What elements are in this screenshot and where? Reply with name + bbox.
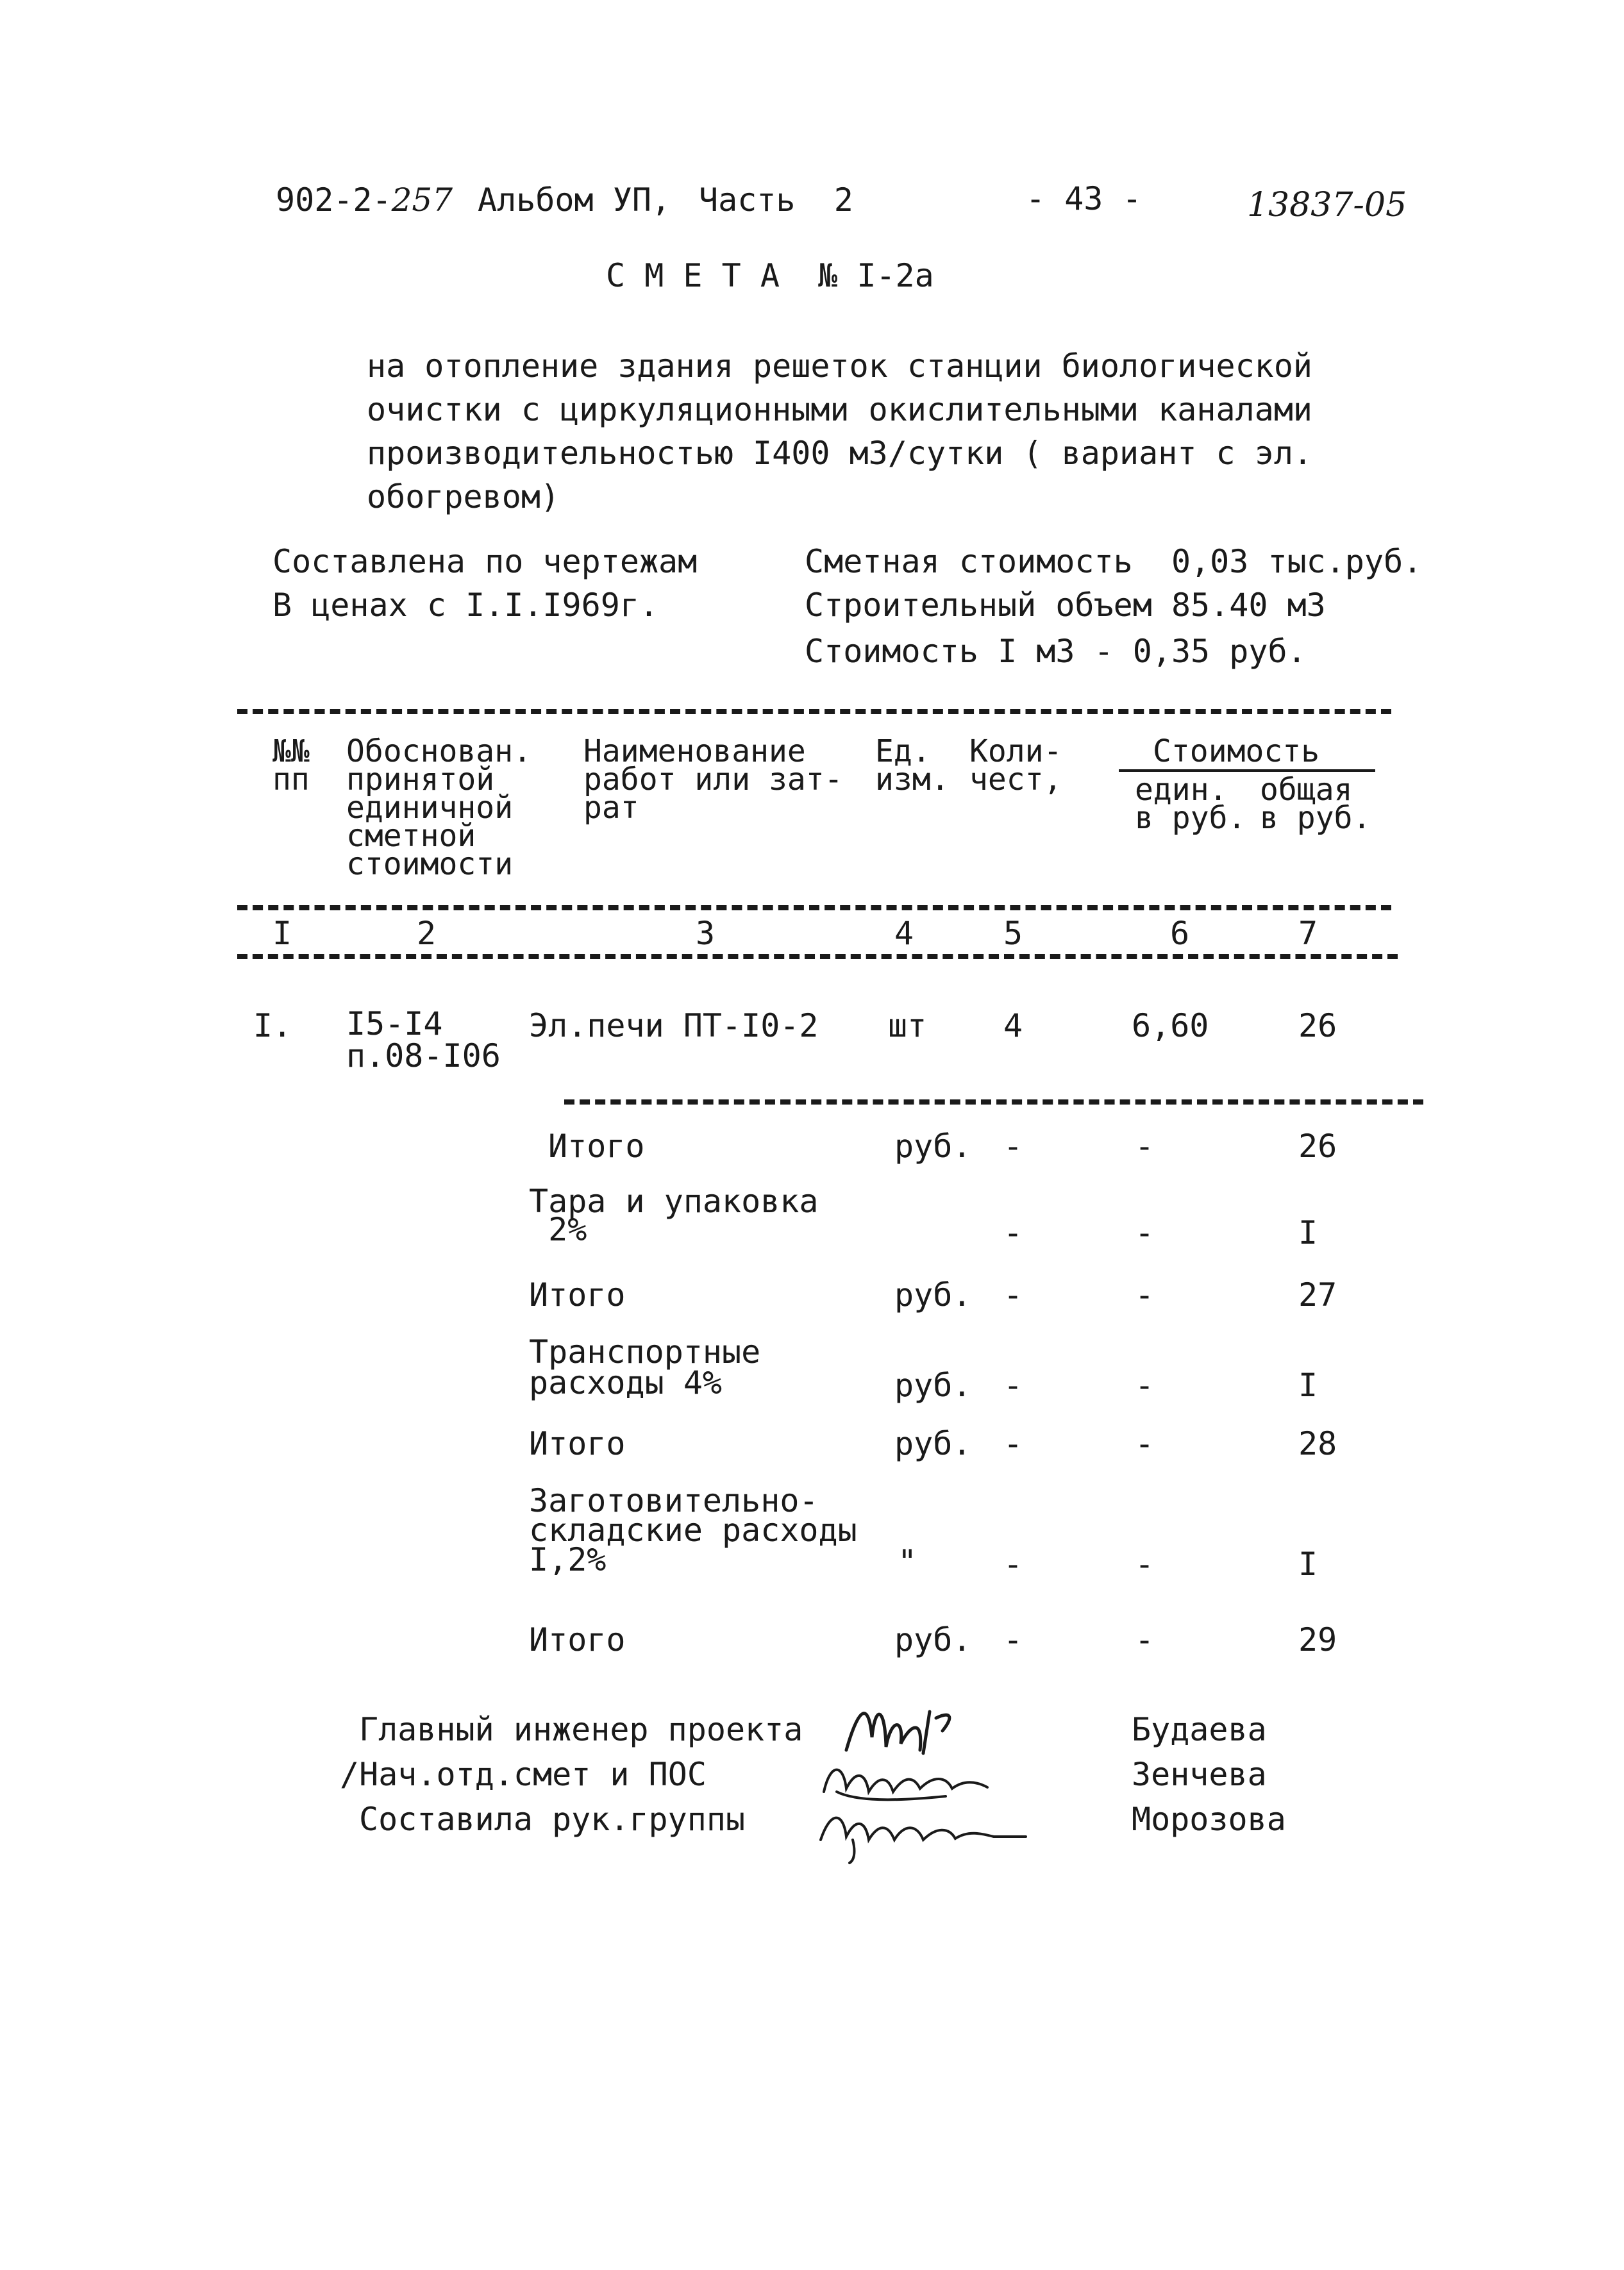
handwritten-signature-2 (817, 1757, 1003, 1808)
summary-unit-price: - (1135, 1546, 1155, 1583)
header-cost-group: Стоимость (1153, 733, 1320, 769)
item-basis: I5-I4 п.08-I06 (346, 1005, 501, 1074)
header-col-3: Наименование работ или зат- рат (583, 733, 843, 826)
summary-qty: - (1003, 1546, 1023, 1583)
summary-name: Итого (548, 1128, 645, 1165)
summary-name: Итого (529, 1621, 626, 1658)
header-col-6: един. в руб. (1135, 772, 1246, 836)
item-name: Эл.печи ПТ-I0-2 (529, 1007, 819, 1044)
summary-name: Тара и упаковка 2% (529, 1183, 819, 1248)
item-total: 26 (1298, 1007, 1337, 1044)
handwritten-signature-1 (840, 1692, 968, 1763)
summary-qty: - (1003, 1367, 1023, 1404)
summary-unit-price: - (1135, 1425, 1155, 1462)
summary-qty: - (1003, 1214, 1023, 1251)
summary-name: Транспортные расходы 4% (529, 1333, 761, 1401)
signature-name-zenchova: Зенчева (1132, 1756, 1267, 1793)
signature-name-budaeva: Будаева (1132, 1711, 1267, 1748)
header-col-2: Обоснован. принятой единичной сметной стоимости (346, 733, 532, 882)
column-numbers-bottom-rule (237, 954, 1398, 959)
summary-qty: - (1003, 1128, 1023, 1165)
column-number-4: 4 (894, 915, 914, 952)
summary-unit-price: - (1135, 1128, 1155, 1165)
header-col-5: Коли- чест, (969, 733, 1062, 797)
item-bottom-rule (564, 1099, 1423, 1105)
summary-name: Заготовительно- складские расходы I,2% (529, 1482, 857, 1578)
stamp-number: 13837-05 (1247, 186, 1407, 224)
estimate-heading: С М Е Т А № I-2а (606, 257, 934, 294)
summary-name: Итого (529, 1425, 626, 1462)
item-quantity: 4 (1003, 1007, 1023, 1044)
description-line-2: очистки с циркуляционными окислительными каналами (367, 391, 1313, 428)
summary-unit: " (898, 1543, 917, 1580)
table-top-rule (237, 709, 1391, 714)
item-unit: шт (888, 1007, 927, 1044)
summary-total: I (1298, 1367, 1318, 1404)
summary-qty: - (1003, 1621, 1023, 1658)
summary-unit: руб. (894, 1128, 972, 1165)
column-numbers-top-rule (237, 905, 1391, 910)
header-col-4: Ед. изм. (875, 733, 950, 797)
summary-unit: руб. (894, 1621, 972, 1658)
summary-unit-price: - (1135, 1621, 1155, 1658)
summary-qty: - (1003, 1276, 1023, 1314)
meta-estimated-cost: Сметная стоимость 0,03 тыс.руб. (805, 543, 1423, 580)
column-number-7: 7 (1298, 915, 1318, 952)
summary-total: 28 (1298, 1425, 1337, 1462)
meta-volume: Строительный объем 85.40 м3 (805, 587, 1326, 624)
column-number-3: 3 (696, 915, 716, 952)
signature-role-dept-head: /Нач.отд.смет и ПОС (340, 1756, 707, 1793)
summary-unit: руб. (894, 1367, 972, 1404)
summary-unit-price: - (1135, 1214, 1155, 1251)
meta-cost-per-m3: Стоимость I м3 - 0,35 руб. (805, 633, 1307, 670)
meta-drawings: Составлена по чертежам (272, 543, 698, 580)
item-unit-price: 6,60 (1132, 1007, 1209, 1044)
description-line-1: на отопление здания решеток станции биологической (367, 347, 1313, 385)
header-col-1: №№ пп (272, 733, 310, 797)
description-line-3: производительностью I400 м3/сутки ( вариант с эл. (367, 435, 1313, 472)
part-label: Часть 2 (699, 181, 853, 219)
summary-total: 27 (1298, 1276, 1337, 1314)
signature-role-chief-engineer: Главный инженер проекта (359, 1711, 803, 1748)
summary-unit-price: - (1135, 1367, 1155, 1404)
column-number-6: 6 (1170, 915, 1190, 952)
summary-total: 29 (1298, 1621, 1337, 1658)
summary-unit-price: - (1135, 1276, 1155, 1314)
column-number-5: 5 (1003, 915, 1023, 952)
doc-code: 902-2-257 (276, 181, 453, 219)
handwritten-signature-3 (814, 1801, 1032, 1865)
summary-name: Итого (529, 1276, 626, 1314)
album-label: Альбом УП, (478, 181, 671, 219)
description-line-4: обогревом) (367, 478, 560, 515)
summary-total: I (1298, 1214, 1318, 1251)
summary-unit: руб. (894, 1425, 972, 1462)
header-col-7: общая в руб. (1260, 772, 1371, 836)
summary-qty: - (1003, 1425, 1023, 1462)
item-number: I. (253, 1007, 292, 1044)
summary-unit: руб. (894, 1276, 972, 1314)
summary-total: I (1298, 1546, 1318, 1583)
summary-total: 26 (1298, 1128, 1337, 1165)
signature-role-group-lead: Составила рук.группы (359, 1801, 746, 1838)
signature-name-morozova: Морозова (1132, 1801, 1286, 1838)
page-number: - 43 - (1026, 180, 1142, 217)
doc-code-handwritten: 257 (391, 181, 453, 219)
column-number-2: 2 (417, 915, 437, 952)
meta-prices: В ценах с I.I.I969г. (272, 587, 659, 624)
column-number-1: I (272, 915, 292, 952)
